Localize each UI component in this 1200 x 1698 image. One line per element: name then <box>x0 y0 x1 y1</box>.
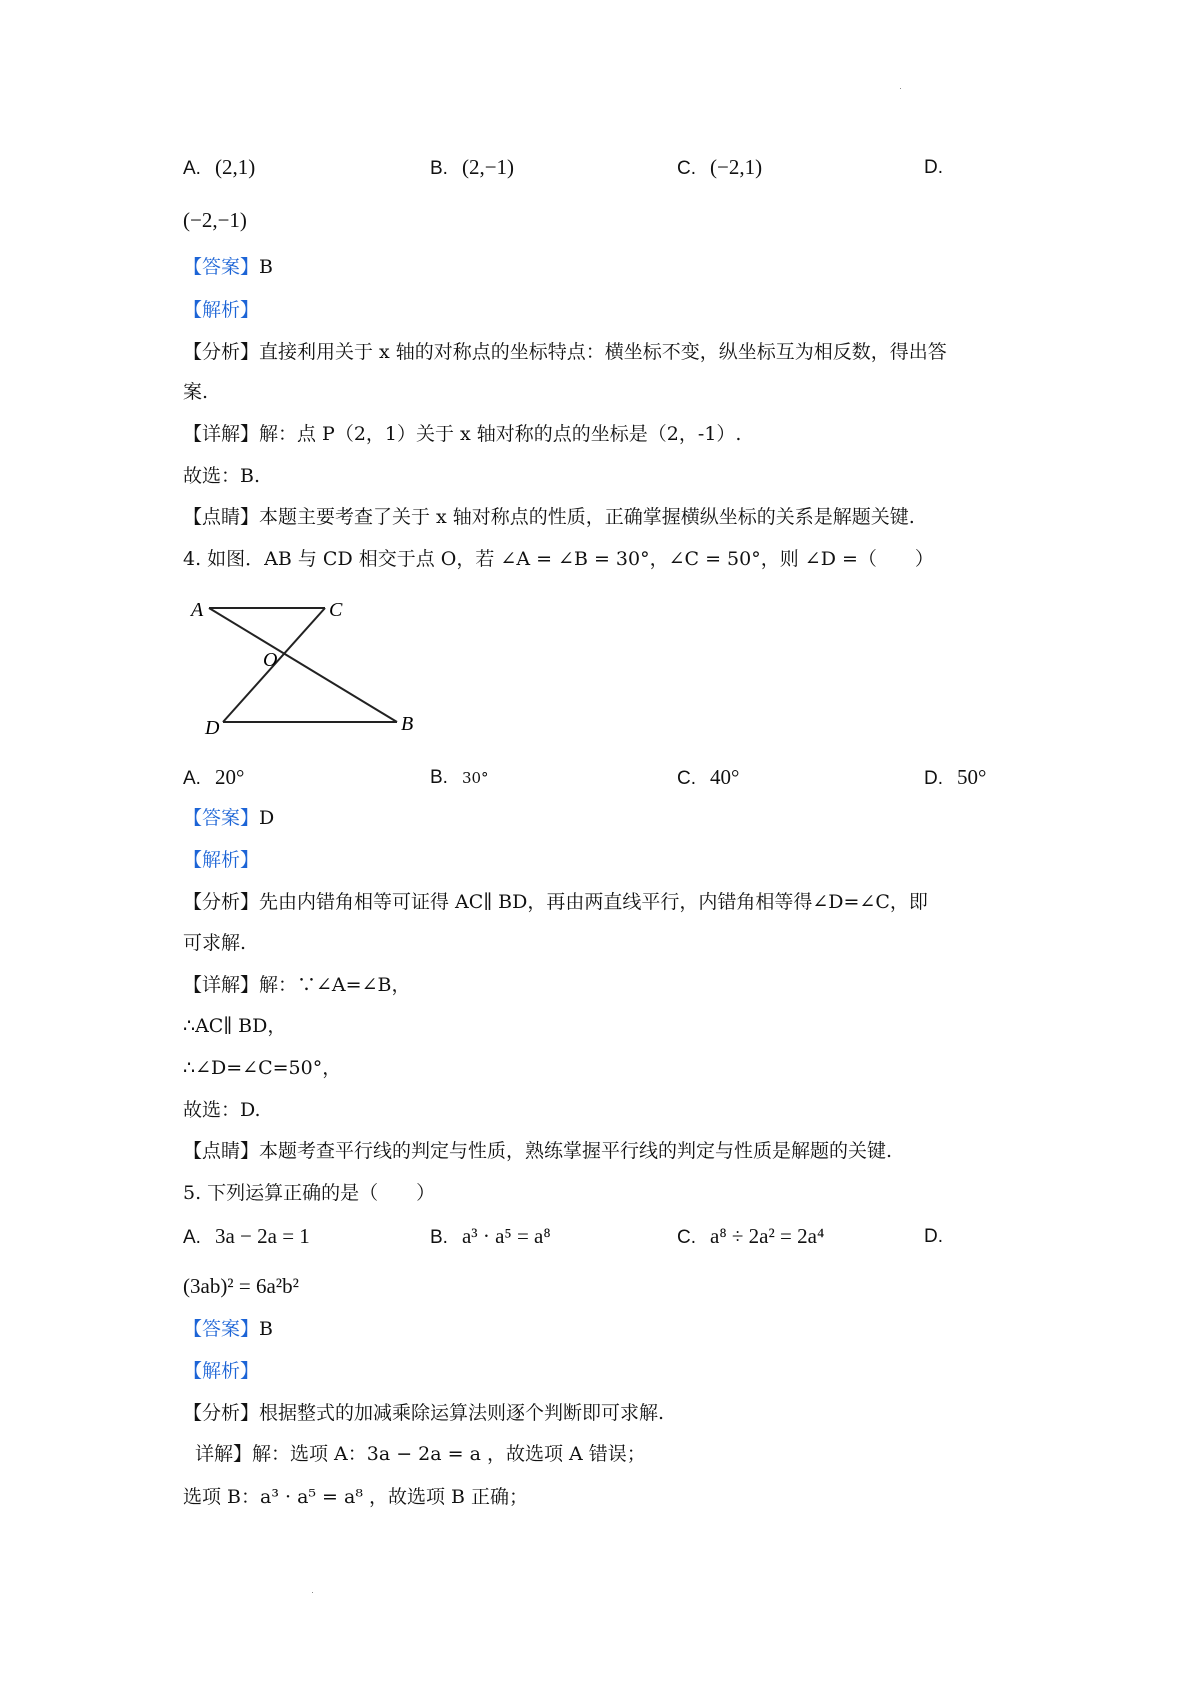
q4-geometry-figure <box>183 590 443 740</box>
q3-remark: 【点睛】本题主要考查了关于 x 轴对称点的性质，正确掌握横纵坐标的关系是解题关键. <box>183 506 915 528</box>
point-label-b: B <box>401 713 414 735</box>
q4-stem: 4. 如图．AB 与 CD 相交于点 O，若 ∠A = ∠B = 30°，∠C = 50°，则 ∠D =（ ） <box>183 548 934 570</box>
q3-answer: 【答案】B <box>183 256 273 278</box>
point-label-a: A <box>191 599 204 621</box>
q5-option-a: A. 3a − 2a = 1 <box>183 1224 310 1248</box>
q5-option-d-label: D. <box>924 1226 943 1247</box>
q4-remark: 【点睛】本题考查平行线的判定与性质，熟练掌握平行线的判定与性质是解题的关键. <box>183 1140 893 1162</box>
q3-jiexi-heading: 【解析】 <box>183 299 260 321</box>
q3-option-a: A. (2,1) <box>183 155 256 179</box>
scan-dot <box>900 88 901 89</box>
q4-analysis-line2: 可求解. <box>183 932 247 954</box>
q4-detail: 【详解】解：∵∠A=∠B， <box>183 974 411 996</box>
point-label-o: O <box>263 649 278 671</box>
q3-analysis-line1: 【分析】直接利用关于 x 轴的对称点的坐标特点：横坐标不变，纵坐标互为相反数，得出答 <box>183 341 947 363</box>
q4-option-d: D. 50° <box>924 765 987 789</box>
q5-option-b: B. a³ · a⁵ = a⁸ <box>430 1224 551 1248</box>
q5-answer: 【答案】B <box>183 1318 273 1340</box>
q3-choice: 故选：B. <box>183 465 261 487</box>
q3-option-c: C. (−2,1) <box>677 155 763 179</box>
q5-option-d-text: (3ab)² = 6a²b² <box>183 1274 299 1298</box>
q5-detail: 详解】解：选项 A：3a − 2a = a ，故选项 A 错误； <box>195 1443 646 1465</box>
q4-step-3: ∴∠D=∠C=50°， <box>183 1057 342 1079</box>
q5-stem: 5. 下列运算正确的是（ ） <box>183 1182 436 1204</box>
q4-option-b: B. 30° <box>430 767 489 788</box>
q3-analysis-line2: 案. <box>183 381 209 403</box>
point-label-c: C <box>329 599 343 621</box>
q5-option-b-check: 选项 B：a³ · a⁵ = a⁸ ，故选项 B 正确； <box>183 1486 529 1508</box>
q4-option-c: C. 40° <box>677 765 740 789</box>
q4-step-2: ∴AC∥ BD， <box>183 1015 287 1037</box>
q5-option-c: C. a⁸ ÷ 2a² = 2a⁴ <box>677 1224 825 1248</box>
point-label-d: D <box>205 717 220 739</box>
scan-dot <box>312 1592 313 1593</box>
q4-choice: 故选：D. <box>183 1099 261 1121</box>
q4-jiexi-heading: 【解析】 <box>183 849 260 871</box>
q4-option-a: A. 20° <box>183 765 245 789</box>
q4-answer: 【答案】D <box>183 807 275 829</box>
q3-detail: 【详解】解：点 P（2，1）关于 x 轴对称的点的坐标是（2，-1）. <box>183 423 742 445</box>
q5-analysis: 【分析】根据整式的加减乘除运算法则逐个判断即可求解. <box>183 1402 665 1424</box>
q3-option-d-label: D. <box>924 157 943 178</box>
q4-analysis-line1: 【分析】先由内错角相等可证得 AC∥ BD，再由两直线平行，内错角相等得∠D=∠C，即 <box>183 891 928 913</box>
q5-jiexi-heading: 【解析】 <box>183 1360 260 1382</box>
q3-option-d-text: (−2,−1) <box>183 208 247 232</box>
q3-option-b: B. (2,−1) <box>430 155 515 179</box>
